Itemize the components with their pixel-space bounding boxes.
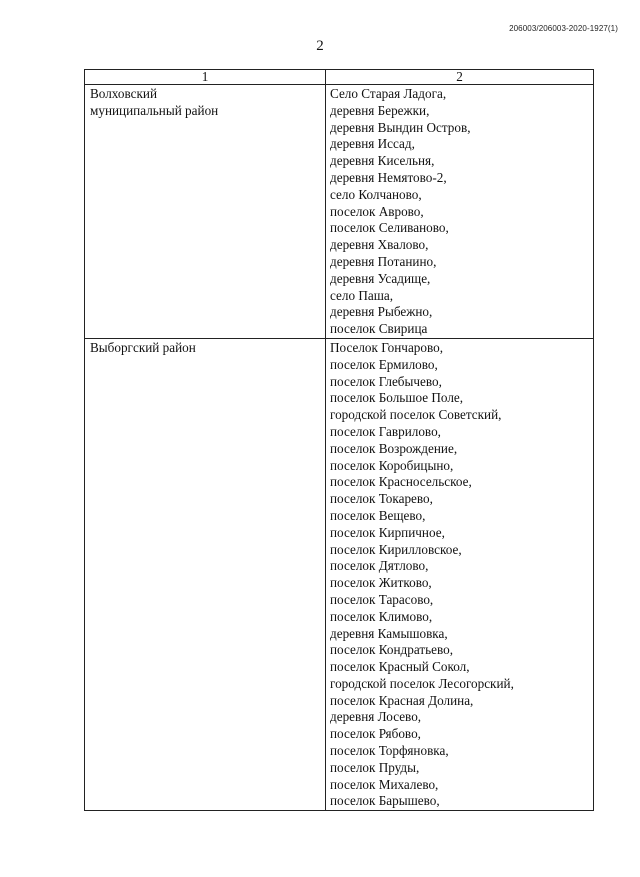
header-row: [85, 70, 594, 85]
settlement-item: поселок Кондратьево,: [330, 642, 453, 658]
settlement-item: городской поселок Лесогорский,: [330, 675, 514, 691]
settlement-item: деревня Кисельня,: [330, 153, 435, 169]
district-name-line: Выборгский район: [90, 339, 196, 355]
settlement-item: поселок Кирпичное,: [330, 524, 445, 540]
page-number: 2: [316, 38, 324, 54]
settlement-item: поселок Житково,: [330, 575, 432, 591]
settlements-cell: [326, 85, 594, 339]
settlement-item: поселок Красный Сокол,: [330, 659, 470, 675]
settlement-item: деревня Камышовка,: [330, 625, 448, 641]
settlement-item: поселок Климово,: [330, 608, 433, 624]
settlement-item: поселок Аврово,: [330, 203, 424, 219]
settlement-item: городской поселок Советский,: [330, 407, 502, 423]
district-name-line: Волховский: [90, 86, 158, 101]
settlement-item: поселок Глебычево,: [330, 373, 442, 389]
settlements-table: [84, 69, 594, 811]
settlement-item: село Паша,: [330, 287, 394, 303]
settlement-item: поселок Дятлово,: [330, 558, 429, 574]
table-row: [85, 85, 594, 339]
settlement-item: поселок Вещево,: [330, 507, 426, 523]
settlement-item: поселок Возрождение,: [330, 440, 458, 456]
settlement-item: поселок Михалево,: [330, 776, 439, 792]
settlement-item: деревня Бережки,: [330, 102, 430, 118]
settlement-item: поселок Рябово,: [330, 726, 421, 742]
settlement-item: поселок Коробицыно,: [330, 457, 454, 473]
district-cell: [85, 338, 326, 810]
settlement-item: деревня Иссад,: [330, 136, 415, 152]
settlement-item: Поселок Гончарово,: [330, 339, 444, 355]
settlement-item: деревня Немятово-2,: [330, 169, 447, 185]
district-name-line: муниципальный район: [90, 102, 219, 118]
settlement-item: поселок Большое Поле,: [330, 390, 464, 406]
settlement-item: поселок Селиваново,: [330, 220, 449, 236]
settlement-item: деревня Лосево,: [330, 709, 422, 725]
settlement-item: село Колчаново,: [330, 186, 422, 202]
settlement-item: поселок Гаврилово,: [330, 423, 441, 439]
settlement-item: поселок Красная Долина,: [330, 692, 474, 708]
column-header-1: 1: [85, 70, 326, 85]
settlement-item: поселок Красносельское,: [330, 474, 472, 490]
document-id: 206003/206003-2020-1927(1): [509, 24, 618, 33]
settlement-item: деревня Хвалово,: [330, 237, 429, 253]
settlement-item: поселок Свирица: [330, 321, 428, 337]
settlement-item: поселок Барышево,: [330, 793, 440, 809]
table-row: [85, 338, 594, 810]
settlement-item: Село Старая Ладога,: [330, 86, 447, 101]
district-cell: [85, 85, 326, 339]
settlement-item: поселок Пруды,: [330, 759, 420, 775]
settlement-item: поселок Тарасово,: [330, 591, 434, 607]
settlements-cell: [326, 338, 594, 810]
settlement-item: поселок Токарево,: [330, 491, 433, 507]
settlement-item: поселок Кирилловское,: [330, 541, 462, 557]
settlement-item: деревня Рыбежно,: [330, 304, 433, 320]
settlement-item: поселок Ермилово,: [330, 356, 438, 372]
column-header-2: 2: [326, 70, 594, 85]
settlement-item: деревня Усадище,: [330, 270, 431, 286]
settlement-item: поселок Торфяновка,: [330, 743, 449, 759]
settlement-item: деревня Вындин Остров,: [330, 119, 471, 135]
settlement-item: деревня Потанино,: [330, 253, 437, 269]
